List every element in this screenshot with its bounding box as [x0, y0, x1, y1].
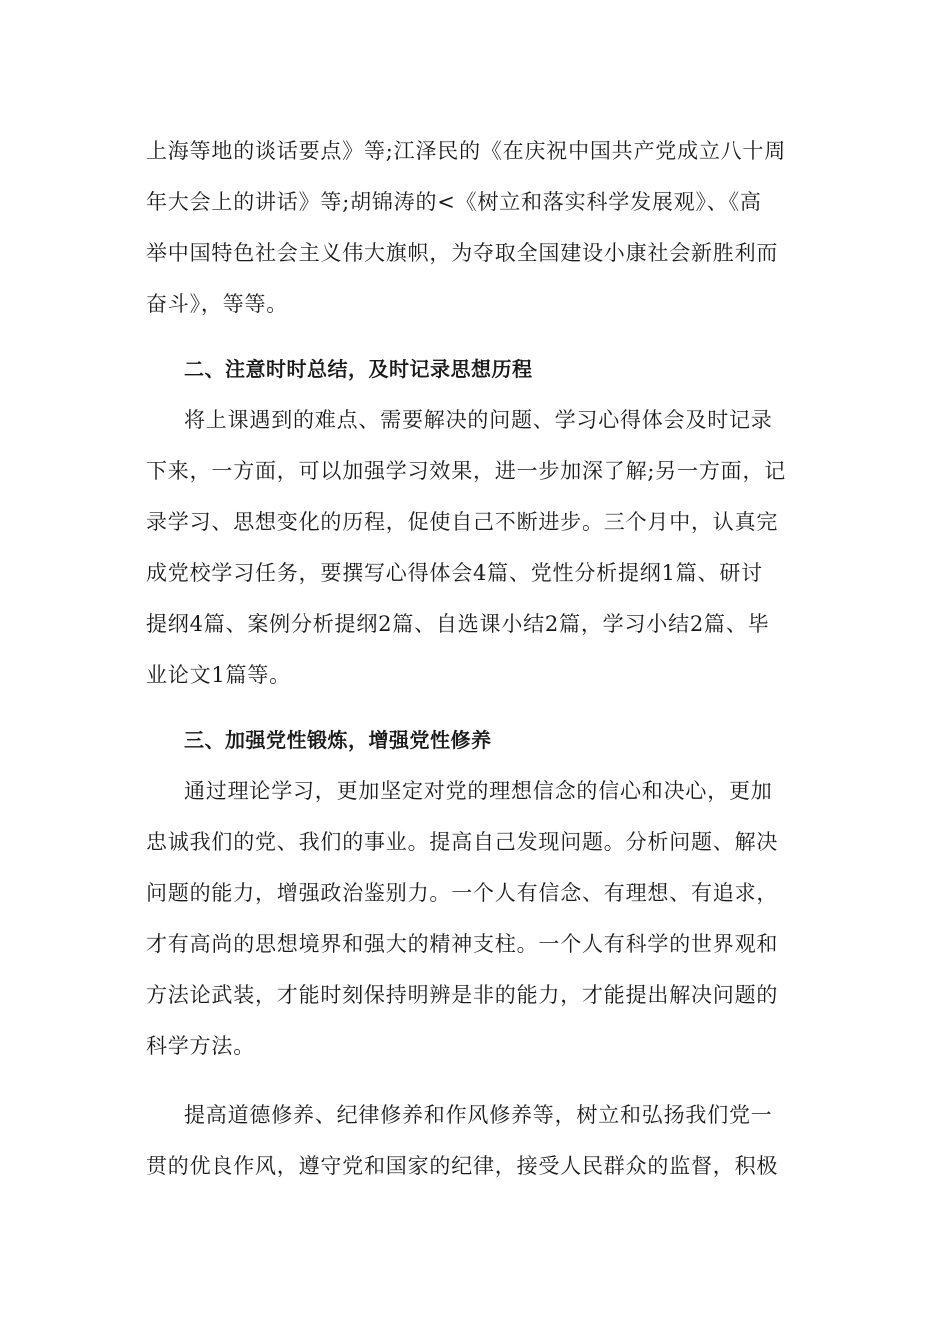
- text-line: 业论文1篇等。: [146, 663, 291, 687]
- text-line: 通过理论学习，更加坚定对党的理想信念的信心和决心，更加: [184, 779, 773, 803]
- text-line: 方法论武装，才能时刻保持明辨是非的能力，才能提出解决问题的: [146, 983, 779, 1007]
- text-line: 上海等地的谈话要点》等;江泽民的《在庆祝中国共产党成立八十周: [146, 139, 787, 163]
- text-line: 提高道德修养、纪律修养和作风修养等，树立和弘扬我们党一: [184, 1103, 773, 1127]
- text-line: 成党校学习任务，要撰写心得体会4篇、党性分析提纲1篇、研讨: [146, 561, 763, 585]
- text-line: 下来，一方面，可以加强学习效果，进一步加深了解;另一方面，记: [146, 459, 787, 483]
- document-body: [146, 126, 806, 1192]
- paragraph-4: [146, 1090, 806, 1192]
- text-line: 奋斗》，等等。: [146, 292, 289, 316]
- text-line: 忠诚我们的党、我们的事业。提高自己发现问题。分析问题、解决: [146, 830, 779, 854]
- paragraph-2: [146, 395, 806, 701]
- paragraph-3: [146, 766, 806, 1072]
- text-line: 举中国特色社会主义伟大旗帜，为夺取全国建设小康社会新胜利而: [146, 241, 779, 265]
- section-heading-3: 三、加强党性锻炼，增强党性修养: [184, 728, 492, 752]
- text-line: 问题的能力，增强政治鉴别力。一个人有信念、有理想、有追求，: [146, 881, 779, 905]
- paragraph-1: [146, 126, 806, 330]
- text-line: 才有高尚的思想境界和强大的精神支柱。一个人有科学的世界观和: [146, 932, 779, 956]
- text-line: 录学习、思想变化的历程，促使自己不断进步。三个月中，认真完: [146, 510, 779, 534]
- text-line: 将上课遇到的难点、需要解决的问题、学习心得体会及时记录: [184, 408, 773, 432]
- text-line: 科学方法。: [146, 1034, 255, 1058]
- section-heading-2: 二、注意时时总结，及时记录思想历程: [184, 357, 533, 381]
- text-line: 年大会上的讲话》等;胡锦涛的<《树立和落实科学发展观》、《高: [146, 190, 762, 214]
- text-line: 贯的优良作风，遵守党和国家的纪律，接受人民群众的监督，积极: [146, 1154, 779, 1178]
- text-line: 提纲4篇、案例分析提纲2篇、自选课小结2篇，学习小结2篇、毕: [146, 612, 770, 636]
